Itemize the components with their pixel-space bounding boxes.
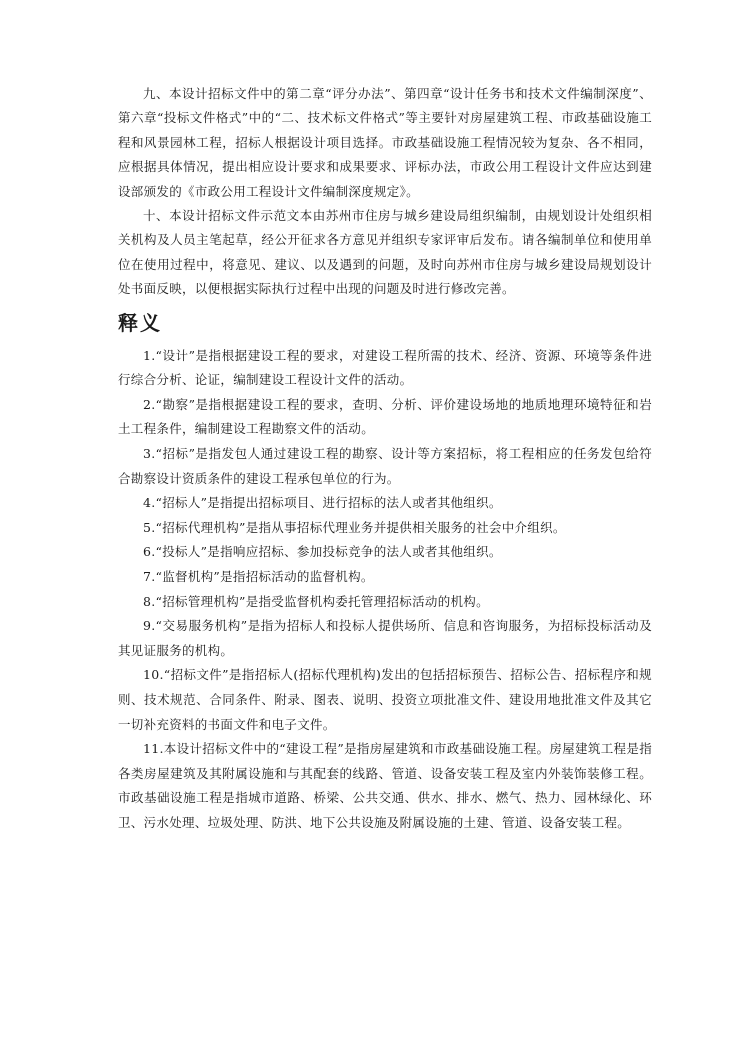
- definition-item-7: 7.“监督机构”是指招标活动的监督机构。: [143, 569, 374, 584]
- definition-item-5: 5.“招标代理机构”是指从事招标代理业务并提供相关服务的社会中介组织。: [143, 519, 566, 535]
- definition-item-8: 8.“招标管理机构”是指受监督机构委托管理招标活动的机构。: [143, 593, 489, 609]
- definition-item-9: 9.“交易服务机构”是指为招标人和投标人提供场所、信息和咨询服务，为招标投标活动及其见证服务的机构。: [118, 618, 652, 658]
- definition-item-1: 1.“设计”是指根据建设工程的要求，对建设工程所需的技术、经济、资源、环境等条件进行综合分析、论证，编制建设工程设计文件的活动。: [118, 347, 652, 388]
- paragraph-item-9: 九、本设计招标文件中的第二章“评分办法”、第四章“设计任务书和技术文件编制深度”、第六章“投标文件格式”中的“二、技术标文件格式”等主要针对房屋建筑工程、市政基础设施工程和风景园林工程，招标人根据设计项目选择。市政基础设施工程情况较为复杂、各不相同，应根据具体情况，提出相应设计要求和成果要求、评标办法，市政公用工程设计文件应达到建设部颁发的《市政公用工程设计文件编制深度规定》。: [118, 86, 652, 199]
- definition-item-6: 6.“投标人”是指响应招标、参加投标竞争的法人或者其他组织。: [143, 544, 502, 560]
- paragraph-item-10: 十、本设计招标文件示范文本由苏州市住房与城乡建设局组织编制，由规划设计处组织相关机构及人员主笔起草，经公开征求各方意见并组织专家评审后发布。请各编制单位和使用单位在使用过程中，将意见、建议、以及遇到的问题，及时向苏州市住房与城乡建设局规划设计处书面反映，以便根据实际执行过程中出现的问题及时进行修改完善。: [118, 208, 652, 297]
- section-title-definitions: 释义: [118, 310, 162, 335]
- definition-item-10: 10.“招标文件”是指招标人(招标代理机构)发出的包括招标预告、招标公告、招标程序和规则、技术规范、合同条件、附录、图表、说明、投资立项批准文件、建设用地批准文件及其它一切补充资料的书面文件和电子文件。: [118, 667, 652, 732]
- definition-item-11: 11.本设计招标文件中的“建设工程”是指房屋建筑和市政基础设施工程。房屋建筑工程是指各类房屋建筑及其附属设施和与其配套的线路、管道、设备安装工程及室内外装饰装修工程。市政基础设施工程是指城市道路、桥梁、公共交通、供水、排水、燃气、热力、园林绿化、环卫、污水处理、垃圾处理、防洪、地下公共设施及附属设施的土建、管道、设备安装工程。: [118, 741, 652, 830]
- definition-item-3: 3.“招标”是指发包人通过建设工程的勘察、设计等方案招标，将工程相应的任务发包给符合勘察设计资质条件的建设工程承包单位的行为。: [118, 446, 652, 486]
- definition-item-2: 2.“勘察”是指根据建设工程的要求，查明、分析、评价建设场地的地质地理环境特征和岩土工程条件，编制建设工程勘察文件的活动。: [118, 396, 652, 437]
- definition-item-4: 4.“招标人”是指提出招标项目、进行招标的法人或者其他组织。: [143, 495, 502, 511]
- document-page: [118, 82, 652, 836]
